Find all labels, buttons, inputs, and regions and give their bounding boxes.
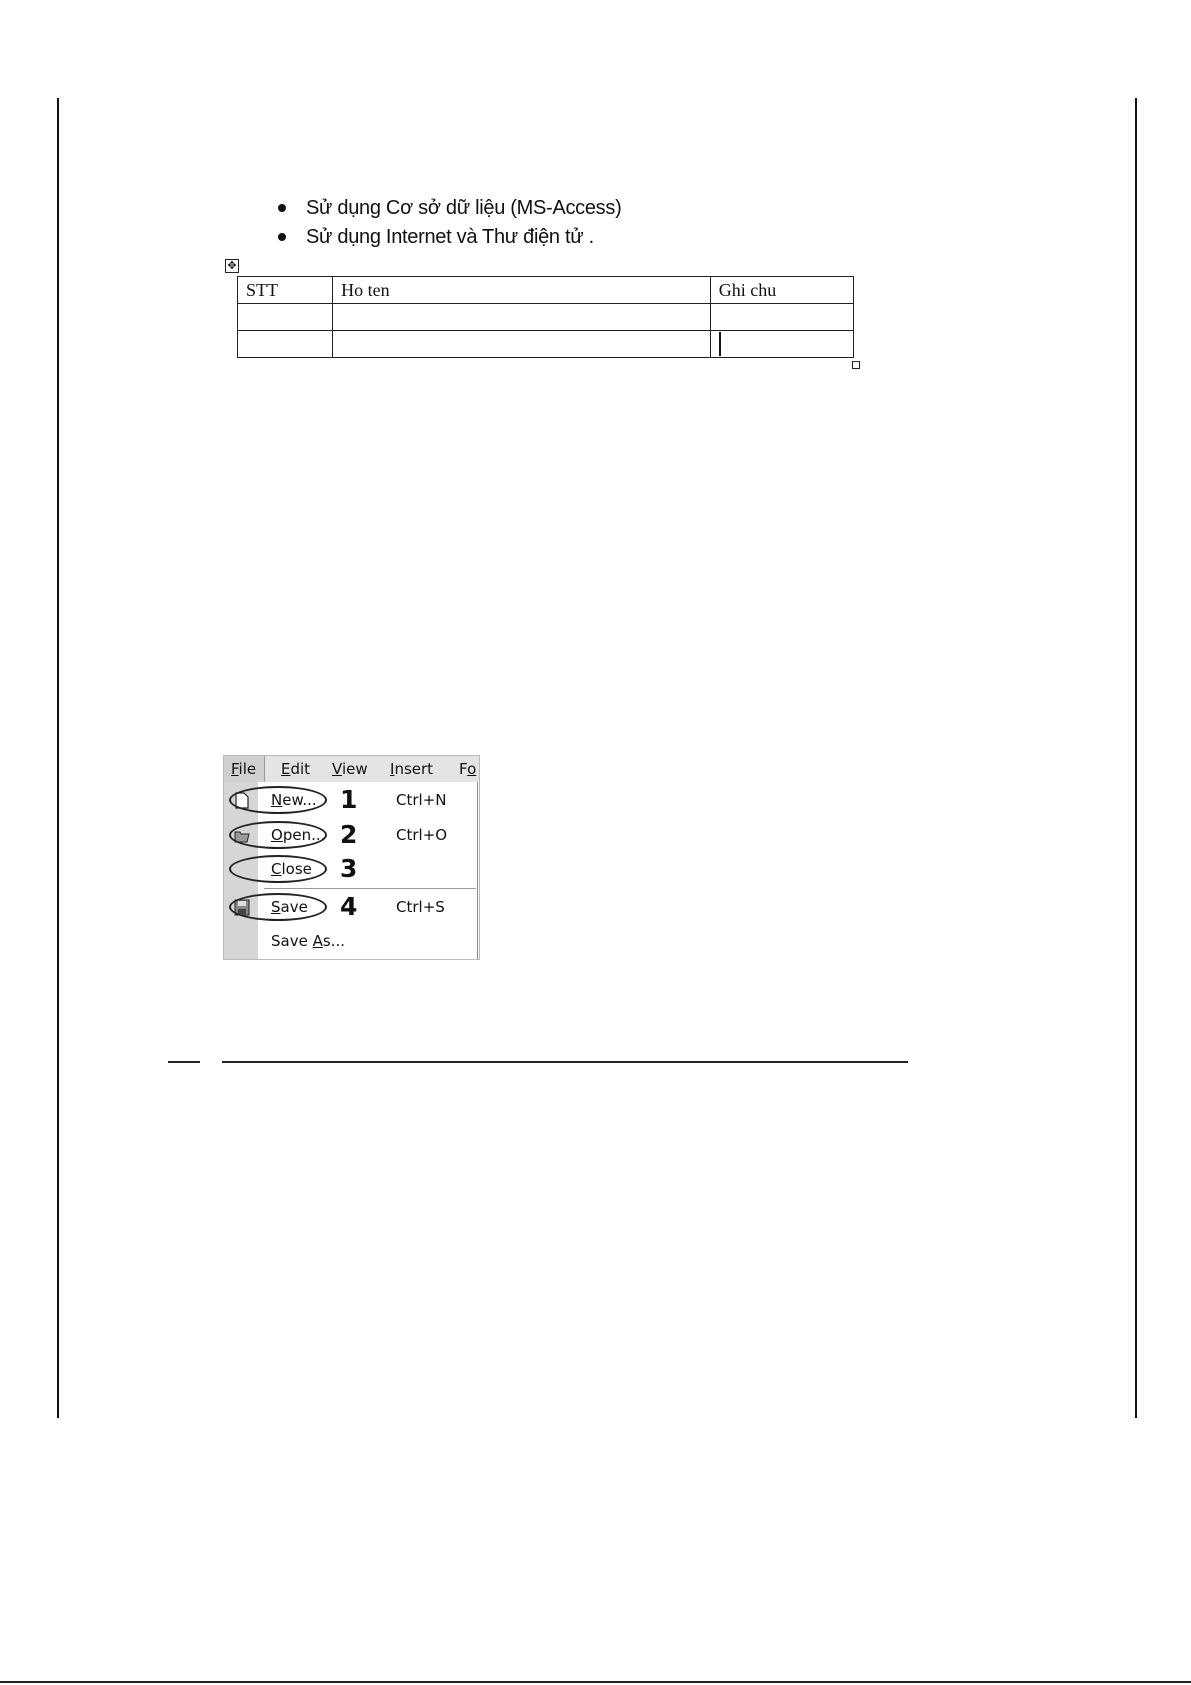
- menu-format[interactable]: Fo: [459, 760, 477, 778]
- file-menu-screenshot: [223, 755, 480, 960]
- menu-item-open[interactable]: [224, 820, 479, 850]
- page-border-left: [57, 98, 59, 1418]
- table-cell[interactable]: [333, 331, 711, 358]
- table-header-row: [238, 277, 854, 304]
- page-border-right: [1135, 98, 1137, 1418]
- table-header-cell[interactable]: STT: [238, 277, 333, 304]
- menu-edit[interactable]: Edit: [281, 760, 311, 778]
- bullet-text: Sử dụng Internet và Thư điện tử .: [306, 226, 594, 248]
- menu-view[interactable]: View: [332, 760, 368, 778]
- menubar: [224, 756, 479, 782]
- bullet-dot-icon: [278, 204, 286, 212]
- bullet-list: [276, 194, 621, 252]
- page-bottom-edge: [0, 1681, 1191, 1683]
- table-row: [238, 331, 854, 358]
- table-move-handle-icon[interactable]: ✥: [225, 259, 239, 273]
- menu-item-save[interactable]: [224, 892, 479, 922]
- table-cell[interactable]: [333, 304, 711, 331]
- bullet-dot-icon: [278, 233, 286, 241]
- text-cursor: [719, 332, 721, 356]
- menu-item-shortcut: Ctrl+S: [396, 898, 445, 916]
- table-cell[interactable]: [238, 304, 333, 331]
- table-cell-active[interactable]: [710, 331, 853, 358]
- bullet-item: [276, 223, 621, 252]
- bullet-item: [276, 194, 621, 223]
- table-header-cell[interactable]: Ho ten: [333, 277, 711, 304]
- footnote-separator-long: [222, 1061, 908, 1063]
- table-resize-handle-icon[interactable]: [852, 361, 860, 369]
- menu-item-label: Open...: [271, 826, 326, 844]
- menu-insert[interactable]: Insert: [390, 760, 434, 778]
- menu-item-shortcut: Ctrl+N: [396, 791, 447, 809]
- footnote-separator-short: [168, 1061, 200, 1063]
- menu-item-label: New...: [271, 791, 317, 809]
- menu-item-number: 1: [340, 785, 358, 814]
- menu-item-number: 2: [340, 820, 358, 849]
- menu-item-label: Save As...: [271, 932, 345, 950]
- table-row: [238, 304, 854, 331]
- table-header-cell[interactable]: Ghi chu: [710, 277, 853, 304]
- table-cell[interactable]: [710, 304, 853, 331]
- menu-item-number: 3: [340, 854, 358, 883]
- menu-file[interactable]: File: [231, 760, 257, 778]
- menu-item-close[interactable]: [224, 854, 479, 884]
- menu-item-save-as[interactable]: [224, 926, 479, 956]
- menu-separator: [264, 888, 476, 889]
- document-table: [237, 276, 854, 358]
- menu-item-label: Close: [271, 860, 312, 878]
- table-cell[interactable]: [238, 331, 333, 358]
- menu-item-new[interactable]: [224, 785, 479, 815]
- menu-item-shortcut: Ctrl+O: [396, 826, 448, 844]
- menu-item-number: 4: [340, 892, 358, 921]
- bullet-text: Sử dụng Cơ sở dữ liệu (MS-Access): [306, 197, 622, 219]
- menu-item-label: Save: [271, 898, 308, 916]
